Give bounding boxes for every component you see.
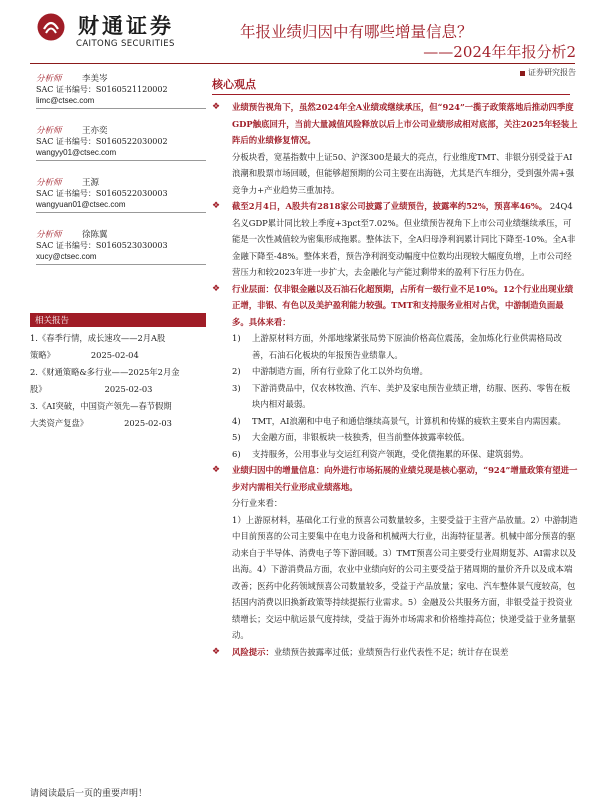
related-report-title: 2.《财通策略&多行业——2025年2月金 xyxy=(30,367,180,377)
diamond-bullet-icon: ❖ xyxy=(212,102,221,112)
industry-item-number: 4) xyxy=(232,415,241,426)
key-point-subtitle: 分行业来看： xyxy=(232,498,283,508)
analyst-name: 王源 xyxy=(82,178,100,188)
analyst-card xyxy=(36,72,206,124)
analyst-sidebar xyxy=(36,72,206,280)
diamond-bullet-icon: ❖ xyxy=(212,201,221,211)
industry-item xyxy=(212,330,578,363)
key-point xyxy=(212,198,578,281)
related-report-date: 2025-02-03 xyxy=(104,384,153,394)
related-reports-title: 相关报告 xyxy=(35,316,70,326)
analyst-role: 分析师 xyxy=(36,178,62,188)
industry-item xyxy=(212,413,578,430)
industry-item xyxy=(212,429,578,446)
related-report-date: 2025-02-03 xyxy=(124,418,172,428)
industry-item xyxy=(212,363,578,380)
risk-warning xyxy=(212,644,578,661)
analyst-email[interactable]: limc@ctsec.com xyxy=(36,96,95,105)
diamond-bullet-icon: ❖ xyxy=(212,465,221,475)
related-reports-list xyxy=(30,330,206,432)
risk-text: 业绩预告披露率过低；业绩预告行业代表性不足；统计存在误差 xyxy=(273,646,509,657)
analyst-divider xyxy=(36,108,206,109)
industry-item-number: 5) xyxy=(232,432,241,442)
key-point-lead: 行业层面：仅非银金融以及石油石化超预期，占所有一级行业不足10%。12个行业出现业绩正增，非银、有色以及美护盈利能力较强。TMT和支持服务业相对占优，中游制造负面最多。具体来看： xyxy=(232,283,574,327)
industry-item xyxy=(212,446,578,463)
analyst-name: 李美岑 xyxy=(82,74,108,84)
report-title: 年报业绩归因中有哪些增量信息？ xyxy=(240,23,473,41)
analyst-role: 分析师 xyxy=(36,74,62,84)
square-bullet-icon xyxy=(520,71,525,76)
diamond-bullet-icon: ❖ xyxy=(212,646,221,657)
logo-name-cn: 财通证券 xyxy=(78,14,174,38)
report-type-text: 证券研究报告 xyxy=(528,68,576,77)
key-point xyxy=(212,462,578,495)
related-report-title: 1.《春季行情，成长速攻——2月A股 xyxy=(30,333,166,343)
key-point-lead: 业绩预告视角下，虽然2024年全A业绩或继续承压，但“924”一揽子政策落地后推动四季度GDP触底回升，当前大量减值风险释放以后上市公司业绩形成相对底部，关注2025年轻装上阵后的业绩修复情况。 xyxy=(232,102,578,145)
related-report-title-cont: 股》 xyxy=(30,384,47,394)
analyst-card xyxy=(36,176,206,228)
related-report-item[interactable] xyxy=(30,364,206,398)
industry-item-number: 6) xyxy=(232,448,241,459)
diamond-bullet-icon: ❖ xyxy=(212,283,221,294)
related-report-title-cont: 策略》 xyxy=(30,350,55,360)
industry-item-number: 3) xyxy=(232,382,241,393)
disclaimer-footer: 请阅读最后一页的重要声明！ xyxy=(30,789,148,799)
industry-item-text: 下游消费品中，仅农林牧渔、汽车、美护及家电预告业绩正增，纺服、医药、零售在板块内相对最弱。 xyxy=(252,382,571,409)
industry-item-number: 1) xyxy=(232,333,241,343)
key-point xyxy=(212,281,578,331)
key-point-body: 1）上游原材料，基础化工行业的预喜公司数量较多，主要受益于主营产品放量。2）中游制造中目前预喜的公司主要集中在电力设备和机械两大行业，出海特征显著。机械中部分预喜的驱动来自于半导体、消费电子等下游回暖。3）TMT预喜公司主要受行业周期复苏、AI需求以及出海。4）下游消费品方面，农业中业绩向好的公司主要受益于猪周期的量价齐升以及成本端改善；医药中化药领域预喜公司数量较多，受益于产品放量；家电、汽车整体景气度较高，包括国内消费以旧换新政策等持续提振行业需求。5）金融及公共服务方面，非银受益于投资业绩增长；交运中航运景气度持续，受益于海外市场需求和价格维持高位；快递受益于业务量驱动。 xyxy=(232,514,578,640)
key-point-body: 24Q4名义GDP累计同比较上季度+3pct至7.02%。但业绩预告视角下上市公司业绩继续承压，可能是一次性减值较为密集形成拖累。整体法下，全A归母净利润累计同比下降至-10%。全A非金融下降至-48%。整体来看，预告净利润变动幅度中位数均出现较大幅度负增，上市公司经营压力和较2023年进一步扩大，去金融化与产能过剩带来的盈利下行压力仍在。 xyxy=(232,201,576,277)
key-point-lead: 截至2月4日，A股共有2818家公司披露了业绩预告，披露率约52%，预喜率46%。 xyxy=(232,201,548,211)
main-content xyxy=(212,76,578,660)
report-header xyxy=(0,0,600,77)
analyst-name: 王亦奕 xyxy=(82,126,108,136)
header-divider xyxy=(30,63,575,64)
analyst-email[interactable]: wangyuan01@ctsec.com xyxy=(36,200,126,209)
related-report-title-cont: 大类资产复盘》 xyxy=(30,418,89,428)
related-report-title: 3.《AI突破，中国资产领先—春节假期 xyxy=(30,401,172,411)
industry-item-text: 中游制造方面，所有行业除了化工以外均负增。 xyxy=(252,366,428,376)
analyst-card xyxy=(36,124,206,176)
industry-item-text: 大金融方面，非银板块一枝独秀，但当前整体披露率较低。 xyxy=(252,432,470,442)
related-report-date: 2025-02-04 xyxy=(90,350,139,360)
analyst-sac: SAC 证书编号：S0160522030003 xyxy=(36,189,168,198)
core-views-title: 核心观点 xyxy=(212,76,570,95)
industry-item xyxy=(212,380,578,413)
related-report-item[interactable] xyxy=(30,330,206,364)
industry-item-text: TMT，AI浪潮和中电子和通信继续高景气，计算机和传媒的疲软主要来自内需因素。 xyxy=(252,415,566,426)
related-report-item[interactable] xyxy=(30,398,206,432)
related-reports-header xyxy=(30,313,206,327)
key-point xyxy=(212,99,578,149)
analyst-card xyxy=(36,228,206,280)
logo-name-en: CAITONG SECURITIES xyxy=(76,39,175,49)
analyst-sac: SAC 证书编号：S0160521120002 xyxy=(36,85,168,94)
analyst-sac: SAC 证书编号：S0160523030003 xyxy=(36,241,168,250)
company-logo xyxy=(30,10,190,56)
analyst-divider xyxy=(36,212,206,213)
industry-item-text: 上游原材料方面，外部地缘紧张局势下原油价格高位震荡，金加炼化行业供需格局改善，石油石化板块的年报预告业绩靠人。 xyxy=(252,333,562,360)
analyst-email[interactable]: wangyy01@ctsec.com xyxy=(36,148,117,157)
analyst-divider xyxy=(36,160,206,161)
report-subtitle: ——2024年年报分析2 xyxy=(423,43,576,61)
analyst-role: 分析师 xyxy=(36,126,62,136)
industry-item-number: 2) xyxy=(232,366,241,376)
analyst-sac: SAC 证书编号：S0160522030002 xyxy=(36,137,168,146)
key-point-lead: 业绩归因中的增量信息：向外进行市场拓展的业绩兑现是核心驱动，“924”增量政策有望进一步对内需相关行业形成业绩落地。 xyxy=(232,465,578,492)
analyst-role: 分析师 xyxy=(36,230,62,240)
caitong-logo-icon xyxy=(36,12,66,42)
industry-item-text: 支持服务，公用事业与交运红利资产领跑，受化债拖累的环保、建筑弱势。 xyxy=(252,448,529,459)
risk-label: 风险提示： xyxy=(232,646,274,657)
analyst-name: 徐陈翼 xyxy=(82,230,108,240)
analyst-divider xyxy=(36,264,206,265)
analyst-email[interactable]: xucy@ctsec.com xyxy=(36,252,97,261)
key-point-body: 分板块看，宽基指数中上证50、沪深300是最大的亮点，行业维度TMT、非银分别受益于AI浪潮和股票市场回暖，但能够超预期的公司主要在出海链，尤其是汽车细分，受到强外需+强竞争力+产业趋势三重加持。 xyxy=(232,151,575,195)
